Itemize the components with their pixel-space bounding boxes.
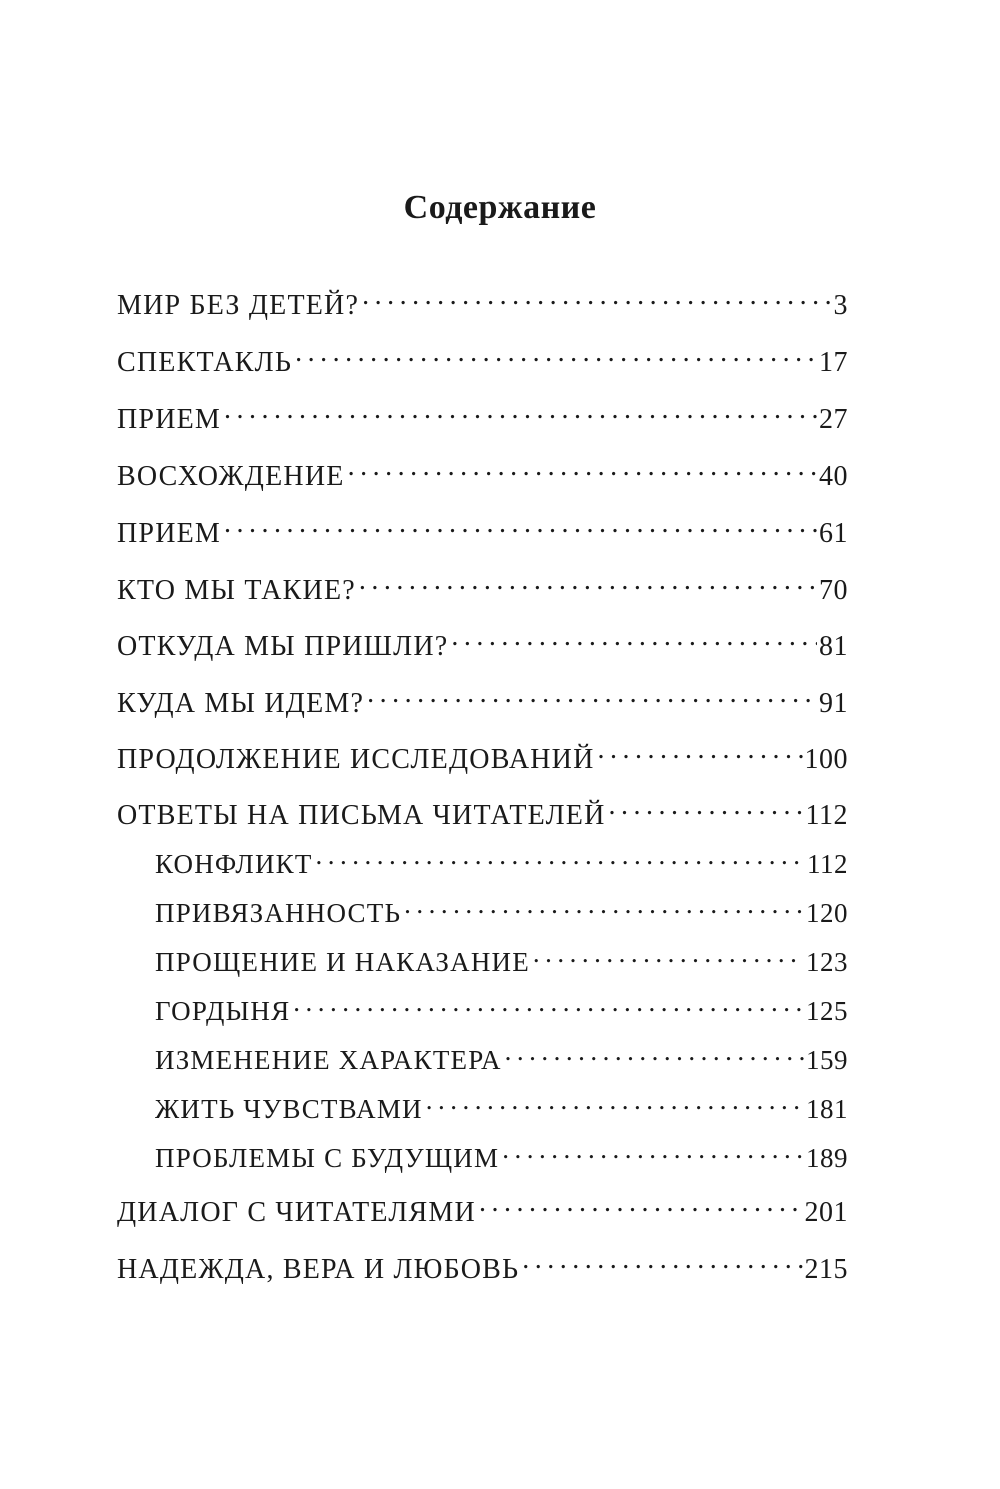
toc-entry-page-number: 112 xyxy=(807,849,848,879)
toc-entry-title: ПРИЕМ xyxy=(117,518,222,549)
toc-entry-page-number: 27 xyxy=(819,404,848,435)
toc-entry-title: ГОРДЫНЯ xyxy=(155,996,291,1026)
toc-entry-page-number: 215 xyxy=(804,1254,848,1285)
toc-entry-title: ПРИЕМ xyxy=(117,404,222,435)
toc-entry-title: ДИАЛОГ С ЧИТАТЕЛЯМИ xyxy=(117,1197,476,1228)
toc-entry-page-number: 189 xyxy=(806,1143,848,1173)
toc-subentry xyxy=(155,935,848,980)
dot-leader xyxy=(316,837,805,873)
toc-entry-page-number: 181 xyxy=(806,1094,848,1124)
toc-entry xyxy=(117,563,848,609)
toc-entry-title: ОТВЕТЫ НА ПИСЬМА ЧИТАТЕЛЕЙ xyxy=(117,800,606,831)
toc-entry-title: МИР БЕЗ ДЕТЕЙ? xyxy=(117,290,360,321)
toc-entry-title: ОТКУДА МЫ ПРИШЛИ? xyxy=(117,631,449,662)
dot-leader xyxy=(609,788,804,824)
toc-entry-page-number: 70 xyxy=(819,575,848,606)
toc-entry xyxy=(117,619,848,665)
toc-entry-page-number: 125 xyxy=(806,996,848,1026)
toc-entry-title: КУДА МЫ ИДЕМ? xyxy=(117,688,365,719)
toc-entry xyxy=(117,449,848,495)
toc-entry-page-number: 61 xyxy=(819,518,848,549)
dot-leader xyxy=(362,278,831,314)
dot-leader xyxy=(359,563,817,599)
toc-entry xyxy=(117,788,848,834)
dot-leader xyxy=(224,392,817,428)
toc-entry-page-number: 17 xyxy=(819,347,848,378)
dot-leader xyxy=(522,1242,802,1278)
toc-subentry xyxy=(155,984,848,1029)
toc-entry-page-number: 120 xyxy=(806,898,848,928)
dot-leader xyxy=(367,676,817,712)
toc-entry-page-number: 40 xyxy=(819,461,848,492)
dot-leader xyxy=(426,1082,804,1118)
dot-leader xyxy=(505,1033,804,1069)
toc-entry xyxy=(117,1242,848,1288)
dot-leader xyxy=(533,935,804,971)
toc-entry-page-number: 201 xyxy=(804,1197,848,1228)
toc-entry-title: ПРИВЯЗАННОСТЬ xyxy=(155,898,402,928)
toc-entry-page-number: 112 xyxy=(805,800,848,831)
toc-entry-title: СПЕКТАКЛЬ xyxy=(117,347,293,378)
toc-entry-page-number: 81 xyxy=(819,631,848,662)
dot-leader xyxy=(502,1131,804,1167)
toc-entry-title: ПРОДОЛЖЕНИЕ ИССЛЕДОВАНИЙ xyxy=(117,744,595,775)
toc-entry xyxy=(117,732,848,778)
toc-entry xyxy=(117,335,848,381)
toc-entry-page-number: 159 xyxy=(806,1045,848,1075)
toc-entry-page-number: 123 xyxy=(806,947,848,977)
dot-leader xyxy=(295,335,817,371)
toc-subentry xyxy=(155,886,848,931)
dot-leader xyxy=(348,449,817,485)
toc-entry-page-number: 91 xyxy=(819,688,848,719)
toc-entry-title: НАДЕЖДА, ВЕРА И ЛЮБОВЬ xyxy=(117,1254,520,1285)
toc-entry-title: ПРОЩЕНИЕ И НАКАЗАНИЕ xyxy=(155,947,530,977)
toc-entry-title: КОНФЛИКТ xyxy=(155,849,313,879)
dot-leader xyxy=(451,619,817,655)
toc-entry xyxy=(117,676,848,722)
toc-entry-title: ЖИТЬ ЧУВСТВАМИ xyxy=(155,1094,423,1124)
toc-subentry xyxy=(155,1131,848,1176)
toc-subentry xyxy=(155,1082,848,1127)
toc-entry-page-number: 100 xyxy=(804,744,848,775)
dot-leader xyxy=(224,506,817,542)
toc-entry xyxy=(117,1185,848,1231)
toc-subentry xyxy=(155,837,848,882)
page-title: Содержание xyxy=(403,189,597,226)
dot-leader xyxy=(598,732,803,768)
toc-entry-title: КТО МЫ ТАКИЕ? xyxy=(117,575,356,606)
dot-leader xyxy=(479,1185,803,1221)
toc-entry xyxy=(117,278,848,324)
toc-subentry xyxy=(155,1033,848,1078)
dot-leader xyxy=(293,984,804,1020)
toc-entry-title: ПРОБЛЕМЫ С БУДУЩИМ xyxy=(155,1143,500,1173)
toc-entry-title: ИЗМЕНЕНИЕ ХАРАКТЕРА xyxy=(155,1045,502,1075)
toc-entry-page-number: 3 xyxy=(833,290,848,321)
toc-entry xyxy=(117,392,848,438)
dot-leader xyxy=(404,886,804,922)
toc-entry-title: ВОСХОЖДЕНИЕ xyxy=(117,461,345,492)
toc-entry xyxy=(117,506,848,552)
